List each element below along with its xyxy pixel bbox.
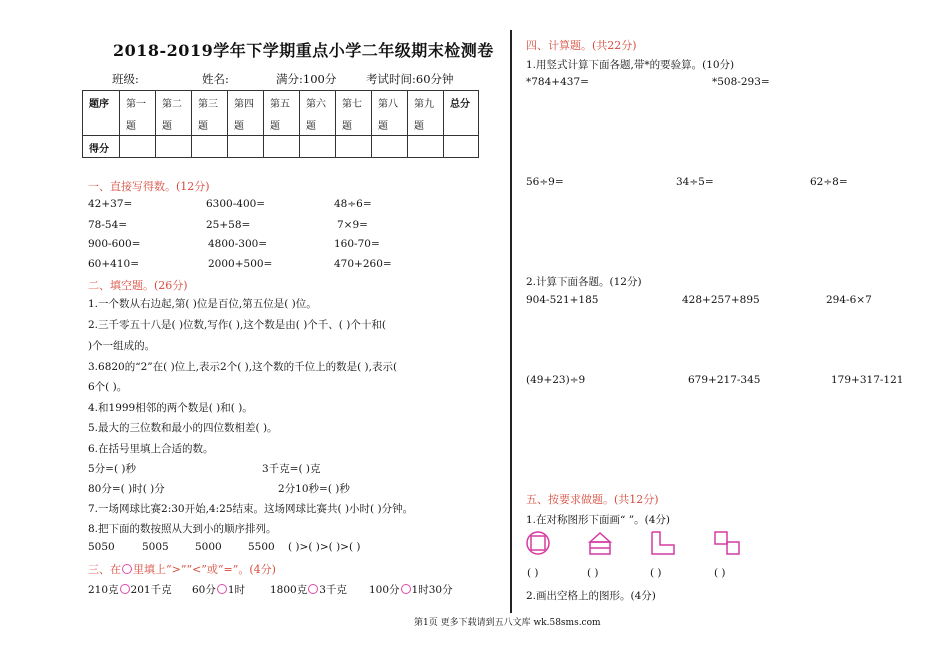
compare-circle[interactable] [308, 584, 318, 594]
task-question: 1.在对称图形下面画“ ”。(4分) [526, 514, 670, 526]
section3-title-b: 里填上“>”“<”或“=”。(4分) [133, 563, 276, 576]
compare-right: 1时30分 [411, 584, 453, 596]
compare-item [270, 582, 347, 597]
calc-item: 679+217-345 [688, 374, 761, 386]
compare-right: 1时 [227, 584, 246, 596]
answer-blank[interactable]: ( ) [650, 567, 662, 579]
circle-square-shape [525, 530, 551, 556]
calc-item: 2000+500= [208, 258, 273, 270]
col-label: 第八 [378, 99, 398, 110]
exam-time: 考试时间:60分钟 [366, 72, 454, 86]
compare-circle[interactable] [401, 584, 411, 594]
calc-question: 2.计算下面各题。(12分) [526, 276, 642, 288]
fill-question: 6个( )。 [88, 381, 128, 393]
calc-item: 62÷8= [810, 176, 848, 188]
col-label-2: 题 [306, 121, 316, 132]
col-label: 第六 [306, 99, 326, 110]
fill-question: 3.6820的“2”在( )位上,表示2个( ),这个数的千位上的数是( ),表示( [88, 361, 398, 373]
fill-item: 80分=( )时( )分 [88, 483, 165, 495]
col-label: 第一 [126, 99, 146, 110]
compare-left: 60分 [192, 584, 216, 596]
page-footer: 第1页 更多下载请到五八文库 wk.58sms.com [414, 618, 601, 628]
calc-item: (49+23)÷9 [526, 374, 586, 386]
col-label: 第七 [342, 99, 362, 110]
section3-title-a: 三、在 [88, 563, 121, 576]
fill-question: 6.在括号里填上合适的数。 [88, 443, 214, 455]
score-cell[interactable] [300, 136, 336, 158]
calc-item: 42+37= [88, 198, 133, 210]
col-label-2: 题 [162, 121, 172, 132]
task-question: 2.画出空格上的图形。(4分) [526, 590, 656, 602]
score-cell[interactable] [408, 136, 444, 158]
page-title: 2018-2019学年下学期重点小学二年级期末检测卷 [113, 41, 494, 60]
col-label: 第二 [162, 99, 182, 110]
calc-item: 4800-300= [208, 238, 268, 250]
name-label: 姓名: [202, 72, 229, 86]
order-number: 5500 [248, 541, 275, 553]
col-label: 第九 [414, 99, 434, 110]
calc-question: 1.用竖式计算下面各题,带*的要验算。(10分) [526, 59, 735, 71]
row-header-order: 题序 [89, 99, 109, 110]
calc-item: 34÷5= [676, 176, 714, 188]
fill-question: )个一组成的。 [88, 340, 156, 352]
answer-blank[interactable]: ( ) [587, 567, 599, 579]
fill-item: 5分=( )秒 [88, 463, 137, 475]
compare-left: 1800克 [270, 584, 308, 596]
calc-item: *784+437= [526, 76, 589, 88]
calc-item: 7×9= [337, 219, 368, 231]
total-header: 总分 [450, 99, 470, 110]
calc-item: 78-54= [88, 219, 128, 231]
fill-item: 2分10秒=( )秒 [278, 483, 350, 495]
calc-item: 60+410= [88, 258, 139, 270]
compare-item [369, 582, 453, 597]
fill-question: 4.和1999相邻的两个数是( )和( )。 [88, 402, 253, 414]
two-squares-shape [713, 530, 741, 556]
col-label-2: 题 [198, 121, 208, 132]
fill-item: 3千克=( )克 [262, 463, 321, 475]
calc-item: 160-70= [334, 238, 380, 250]
col-label-2: 题 [126, 121, 136, 132]
fill-question: 2.三千零五十八是( )位数,写作( ),这个数是由( )个千、( )个十和( [88, 319, 386, 331]
score-cell[interactable] [156, 136, 192, 158]
compare-circle[interactable] [120, 584, 130, 594]
compare-item [88, 582, 172, 597]
row-header-score: 得分 [89, 144, 109, 155]
col-label: 第五 [270, 99, 290, 110]
score-cell[interactable] [120, 136, 156, 158]
l-shape [650, 530, 676, 556]
col-label-2: 题 [342, 121, 352, 132]
score-cell[interactable] [228, 136, 264, 158]
section5-title: 五、按要求做题。(共12分) [526, 493, 659, 506]
calc-item: *508-293= [712, 76, 770, 88]
order-number: 5005 [142, 541, 169, 553]
house-shape [587, 530, 613, 556]
order-blanks: ( )>( )>( )>( ) [288, 541, 361, 553]
calc-item: 904-521+185 [526, 294, 599, 306]
score-table [82, 90, 479, 158]
compare-circle[interactable] [217, 584, 227, 594]
col-label-2: 题 [414, 121, 424, 132]
calc-item: 294-6×7 [826, 294, 872, 306]
class-label: 班级: [112, 72, 139, 86]
fill-question: 5.最大的三位数和最小的四位数相差( )。 [88, 422, 278, 434]
compare-item [192, 582, 245, 597]
answer-blank[interactable]: ( ) [527, 567, 539, 579]
circle-icon [122, 564, 132, 574]
score-cell[interactable] [192, 136, 228, 158]
compare-left: 210克 [88, 584, 119, 596]
calc-item: 25+58= [206, 219, 251, 231]
fill-question: 1.一个数从右边起,第( )位是百位,第五位是( )位。 [88, 298, 317, 310]
score-cell[interactable] [372, 136, 408, 158]
calc-item: 470+260= [334, 258, 392, 270]
calc-item: 6300-400= [206, 198, 266, 210]
calc-item: 900-600= [88, 238, 141, 250]
full-score: 满分:100分 [276, 72, 337, 86]
order-number: 5000 [195, 541, 222, 553]
col-label-2: 题 [378, 121, 388, 132]
score-cell[interactable] [336, 136, 372, 158]
col-label-2: 题 [234, 121, 244, 132]
col-label: 第四 [234, 99, 254, 110]
col-label: 第三 [198, 99, 218, 110]
compare-left: 100分 [369, 584, 400, 596]
col-label-2: 题 [270, 121, 280, 132]
compare-right: 201千克 [130, 584, 172, 596]
calc-item: 179+317-121 [831, 374, 904, 386]
section2-title: 二、填空题。(26分) [88, 279, 188, 292]
calc-item: 428+257+895 [682, 294, 760, 306]
calc-item: 48÷6= [334, 198, 372, 210]
score-cell[interactable] [264, 136, 300, 158]
order-number: 5050 [88, 541, 115, 553]
compare-right: 3千克 [319, 584, 347, 596]
section4-title: 四、计算题。(共22分) [526, 39, 637, 52]
fill-question: 8.把下面的数按照从大到小的顺序排列。 [88, 523, 277, 535]
column-divider [510, 30, 512, 613]
answer-blank[interactable]: ( ) [714, 567, 726, 579]
score-cell[interactable] [444, 136, 479, 158]
section1-title: 一、直接写得数。(12分) [88, 180, 210, 193]
section3-title [88, 561, 276, 577]
calc-item: 56÷9= [526, 176, 564, 188]
fill-question: 7.一场网球比赛2:30开始,4:25结束。这场网球比赛共( )小时( )分钟。 [88, 503, 414, 515]
